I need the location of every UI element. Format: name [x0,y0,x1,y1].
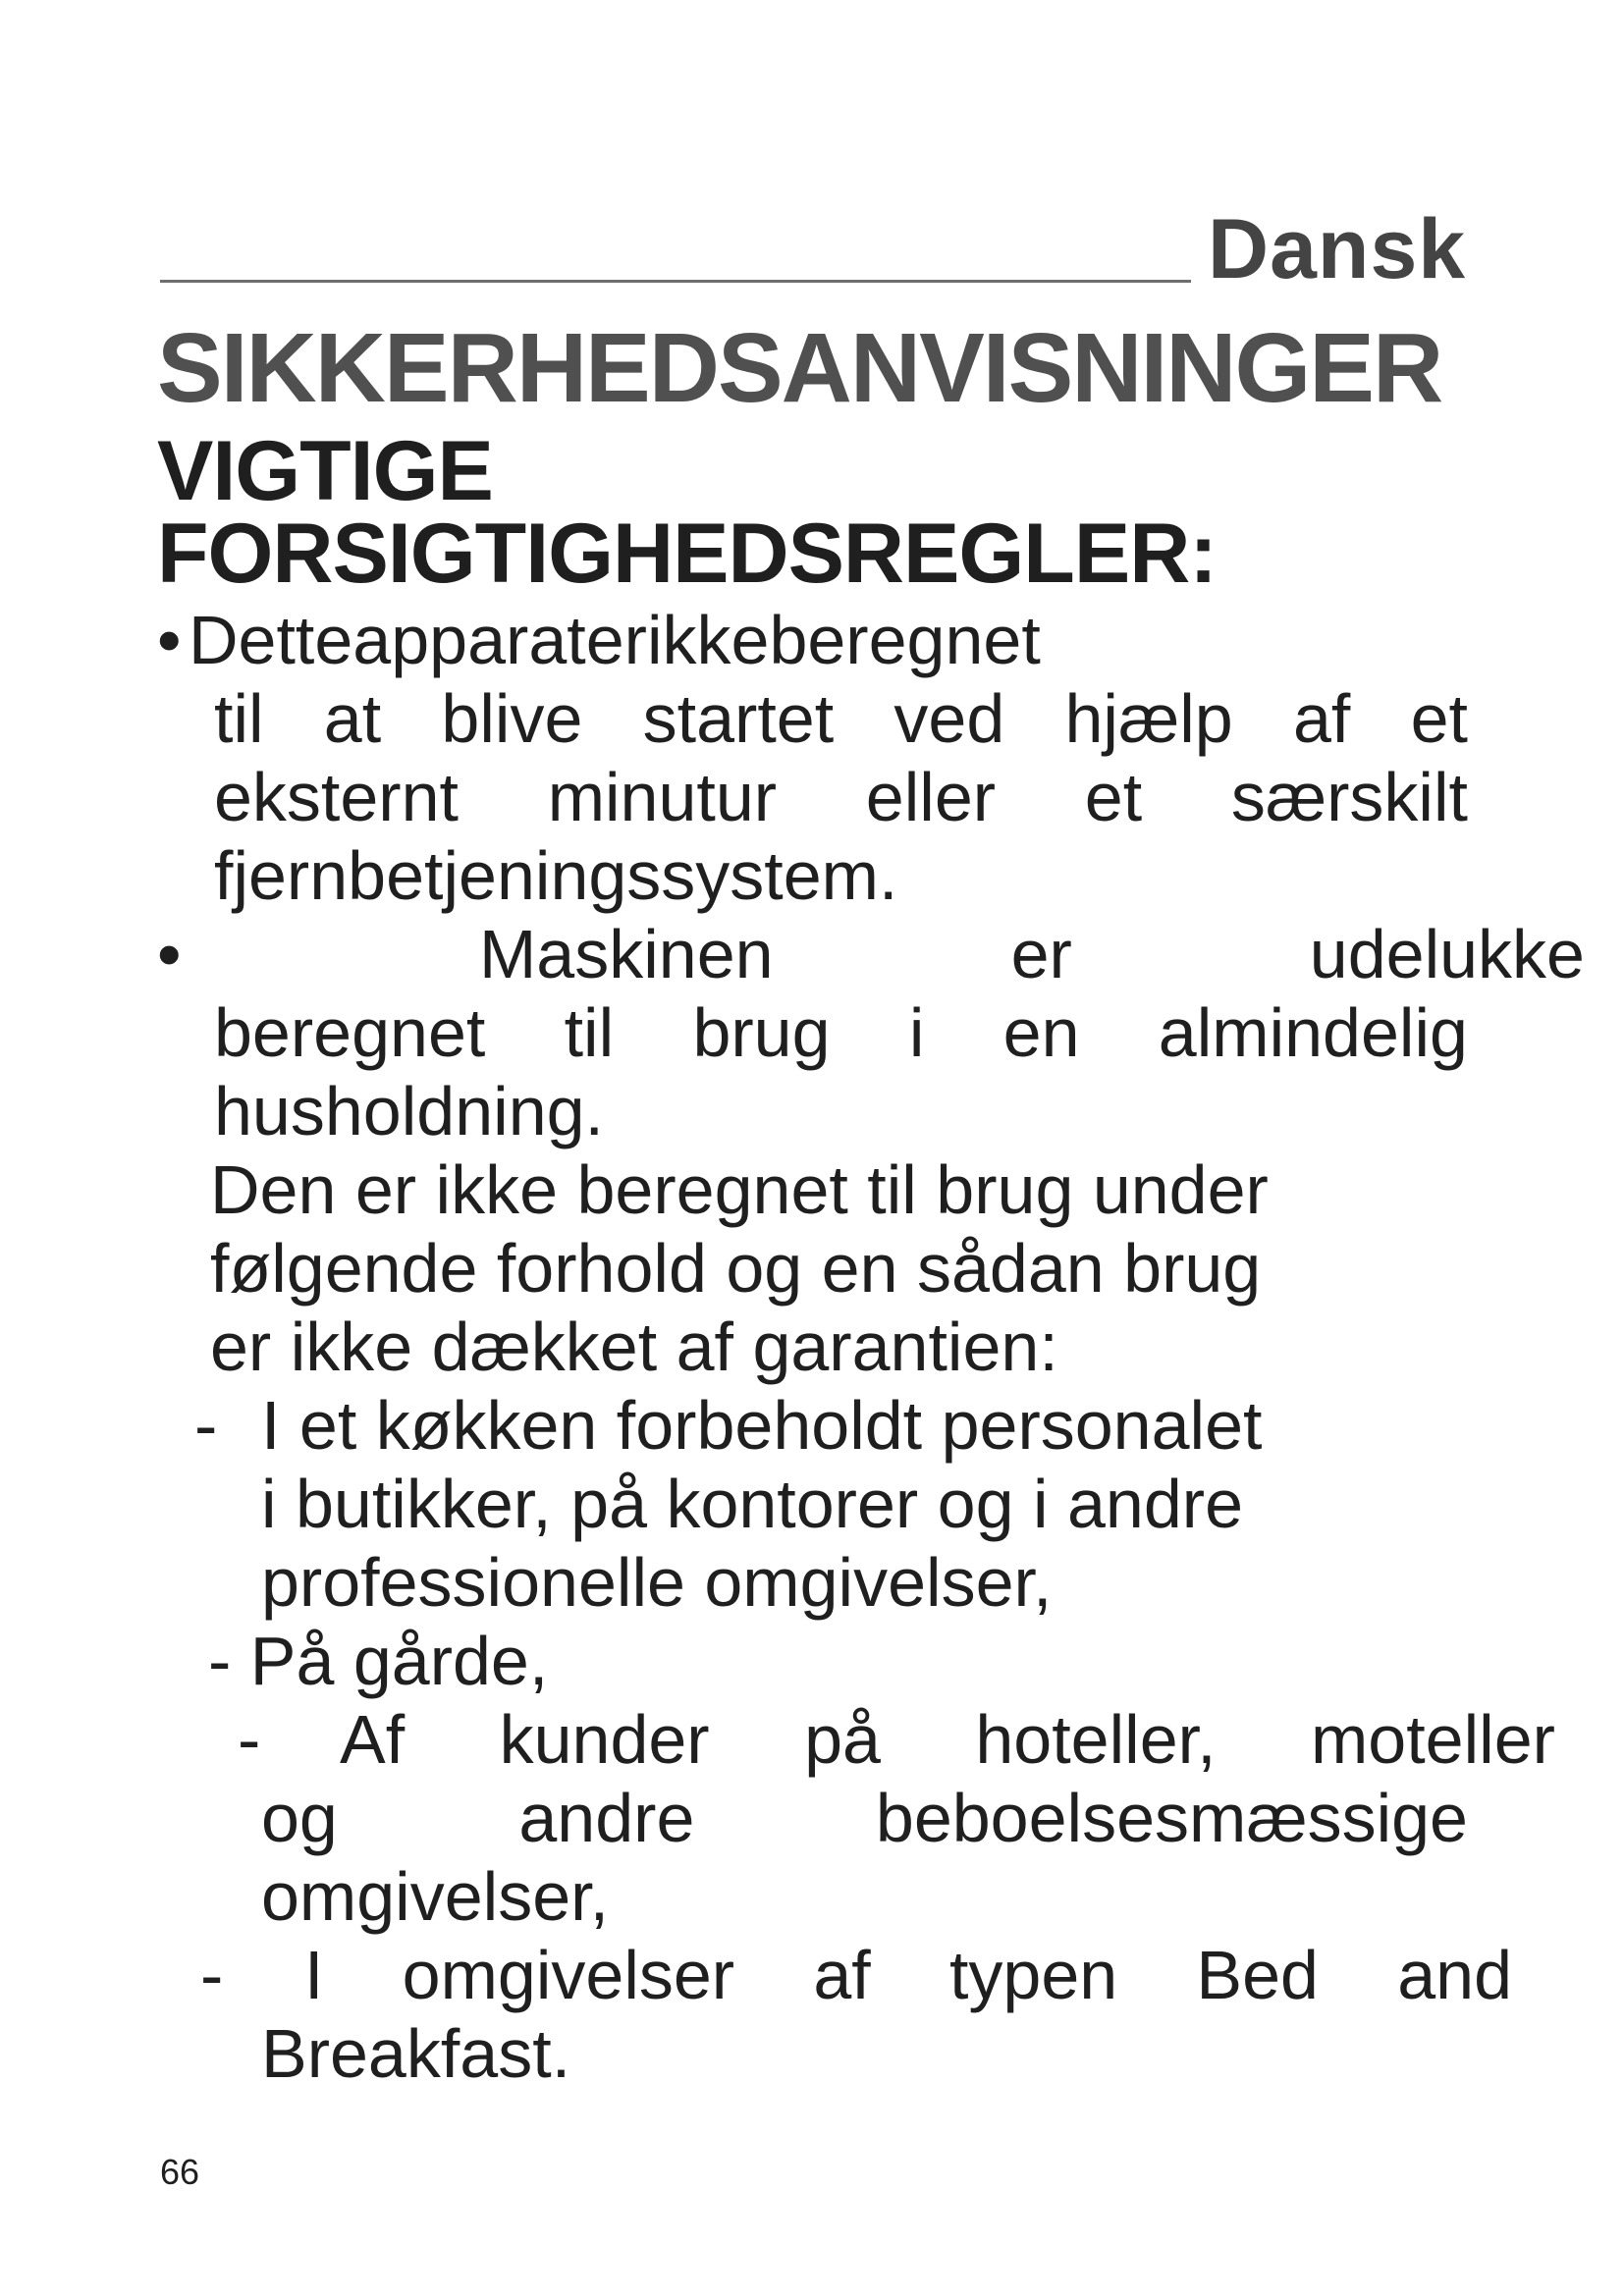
item2-line-3: husholdning. [214,1073,604,1149]
word: minutur [547,759,778,835]
word: andre [518,1780,695,1856]
word: Af [340,1701,406,1778]
word: ved [893,680,1005,757]
header-rule [160,280,1191,283]
word: til [214,680,264,757]
item2-line-2 [214,993,1468,1072]
word: og [261,1780,338,1856]
word: blive [441,680,583,757]
word: kunder [499,1701,710,1778]
word: startet [642,680,835,757]
word: Bed [1196,1937,1319,2013]
dash-c: - [238,1701,261,1778]
item1-line-1: Detteapparaterikkeberegnet [189,602,1041,678]
word: af [813,1937,871,2013]
page-title: SIKKERHEDSANVISNINGER [157,313,1442,423]
word: beregnet [214,994,486,1071]
word: eller [865,759,997,835]
item1-line-4: fjernbetjeningssystem. [214,837,898,914]
word: et [1410,680,1468,757]
word: eksternt [214,759,459,835]
language-label: Dansk [1208,202,1467,296]
word: i [908,994,925,1071]
word: særskilt [1230,759,1468,835]
word: udelukke [1309,916,1585,992]
word: hoteller, [975,1701,1217,1778]
word: brug [692,994,831,1071]
word: almindelig [1158,994,1468,1071]
subitem-c-line-2 [261,1779,1468,1857]
subitem-d-line-1 [304,1936,1512,2014]
item1-line-2 [214,679,1468,758]
subitem-a-line-1: I et køkken forbeholdt personalet [261,1387,1263,1464]
subitem-d-line-2: Breakfast. [261,2015,571,2092]
word: et [1084,759,1143,835]
word: beboelsesmæssige [875,1780,1468,1856]
bullet-1: • [157,602,182,678]
dash-a: - [194,1387,218,1464]
section-heading-line-2: FORSIGTIGHEDSREGLER: [157,507,1217,601]
word: af [1292,680,1351,757]
subitem-b-line-1: - På gårde, [208,1623,549,1699]
word: hjælp [1064,680,1233,757]
subitem-a-line-3: professionelle omgivelser, [261,1544,1053,1621]
word: på [804,1701,881,1778]
word: I [304,1937,324,2013]
word: at [323,680,382,757]
item2-line-6: er ikke dækket af garantien: [210,1308,1058,1385]
item2-line-5: følgende forhold og en sådan brug [210,1230,1262,1307]
subitem-c-line-1 [340,1700,1555,1779]
word: en [1002,994,1080,1071]
word: typen [948,1937,1118,2013]
section-heading-line-1: VIGTIGE [157,424,493,518]
item1-line-3 [214,758,1468,836]
word: and [1397,1937,1512,2013]
subitem-a-line-2: i butikker, på kontorer og i andre [261,1466,1244,1542]
item2-line-4: Den er ikke beregnet til brug under [210,1151,1269,1228]
item2-line-1 [479,915,1585,993]
dash-d: - [200,1937,224,2013]
word: er [1010,916,1072,992]
word: Maskinen [479,916,774,992]
word: omgivelser [402,1937,735,2013]
bullet-2: • [157,916,182,992]
page-number: 66 [160,2152,200,2192]
section-heading [157,424,1217,601]
word: moteller [1310,1701,1555,1778]
word: til [564,994,615,1071]
subitem-c-line-3: omgivelser, [261,1858,610,1935]
